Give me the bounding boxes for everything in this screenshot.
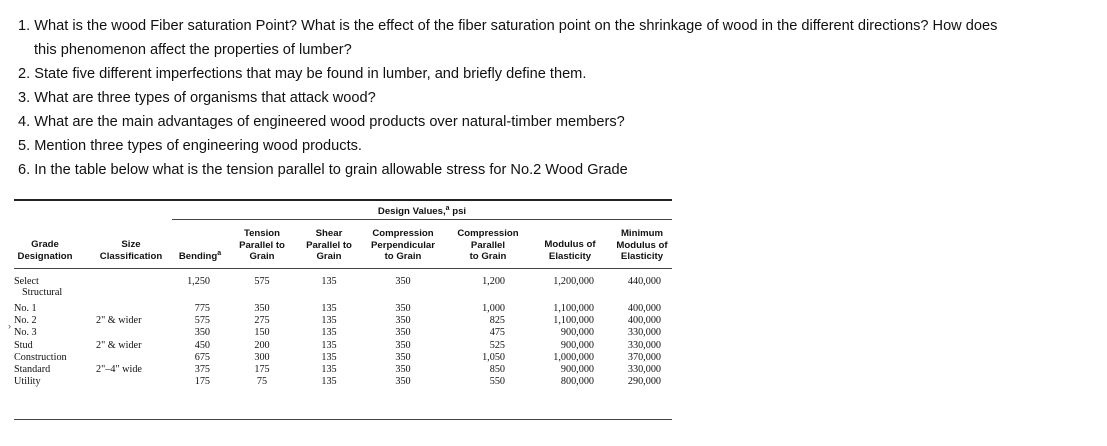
question-6: 6. In the table below what is the tension parallel to grain allowable stress for No.2 Wood Grade bbox=[18, 162, 628, 178]
header-min-modulus: Minimum Modulus of Elasticity bbox=[616, 228, 668, 262]
comp-par-cell: 1,050 bbox=[482, 351, 505, 363]
header-bottom-rule bbox=[14, 268, 672, 269]
comp-perp-cell: 350 bbox=[395, 364, 411, 375]
table-bottom-rule bbox=[14, 419, 672, 420]
comp-par-cell: 850 bbox=[489, 364, 505, 375]
grade-cell-continued: Structural bbox=[22, 287, 63, 298]
modulus-cell: 1,100,000 bbox=[553, 303, 594, 314]
tension-cell: 300 bbox=[254, 351, 270, 363]
comp-perp-cell: 350 bbox=[395, 276, 411, 287]
bending-cell: 175 bbox=[194, 376, 210, 388]
modulus-cell: 1,000,000 bbox=[553, 351, 594, 363]
tension-cell: 275 bbox=[254, 315, 270, 327]
modulus-cell: 800,000 bbox=[560, 376, 594, 388]
grade-cell: No. 1 bbox=[14, 303, 37, 314]
comp-par-cell: 550 bbox=[489, 376, 505, 388]
grade-cell: No. 2 bbox=[14, 315, 37, 327]
tension-cell: 75 bbox=[256, 376, 268, 388]
grade-cell: No. 3 bbox=[14, 327, 37, 339]
shear-cell: 135 bbox=[321, 339, 337, 351]
shear-cell: 135 bbox=[321, 276, 337, 287]
modulus-cell: 1,200,000 bbox=[553, 276, 594, 287]
comp-perp-cell: 350 bbox=[395, 376, 411, 388]
comp-par-cell: 1,200 bbox=[482, 276, 505, 287]
header-compression-parallel: Compression Parallel to Grain bbox=[457, 228, 519, 262]
min-modulus-cell: 330,000 bbox=[627, 339, 661, 351]
question-4: 4. What are the main advantages of engineered wood products over natural-timber members? bbox=[18, 114, 625, 130]
shear-cell: 135 bbox=[321, 376, 337, 388]
comp-perp-cell: 350 bbox=[395, 339, 411, 351]
min-modulus-cell: 400,000 bbox=[627, 315, 661, 327]
comp-par-cell: 525 bbox=[489, 339, 505, 351]
min-modulus-cell: 370,000 bbox=[627, 351, 661, 363]
shear-cell: 135 bbox=[321, 315, 337, 327]
shear-cell: 135 bbox=[321, 327, 337, 339]
bending-cell: 675 bbox=[194, 351, 210, 363]
header-grade: Grade Designation bbox=[17, 239, 73, 262]
bending-cell: 375 bbox=[194, 364, 210, 375]
question-2: 2. State five different imperfections that may be found in lumber, and briefly define them. bbox=[18, 66, 587, 82]
question-1-line-1: 1. What is the wood Fiber saturation Point? What is the effect of the fiber saturation point on the shrinkage of wood in the different directions? How does bbox=[18, 18, 998, 34]
question-1-line-2: this phenomenon affect the properties of lumber? bbox=[34, 42, 352, 58]
header-bending: Bending$^a$ bbox=[178, 249, 222, 262]
comp-par-cell: 475 bbox=[489, 327, 505, 339]
tension-cell: 175 bbox=[254, 364, 270, 375]
grade-cell: Select bbox=[14, 276, 39, 287]
comp-perp-cell: 350 bbox=[395, 327, 411, 339]
size-cell: 2"–4" wide bbox=[96, 364, 142, 375]
tension-cell: 350 bbox=[254, 303, 270, 314]
header-compression-perpendicular: Compression Perpendicular to Grain bbox=[371, 228, 435, 262]
shear-cell: 135 bbox=[321, 303, 337, 314]
modulus-cell: 900,000 bbox=[560, 339, 594, 351]
min-modulus-cell: 330,000 bbox=[627, 327, 661, 339]
bending-cell: 1,250 bbox=[187, 276, 210, 287]
shear-cell: 135 bbox=[321, 364, 337, 375]
header-shear: Shear Parallel to Grain bbox=[306, 228, 352, 262]
grade-cell: Construction bbox=[14, 351, 67, 363]
min-modulus-cell: 330,000 bbox=[627, 364, 661, 375]
bending-cell: 350 bbox=[194, 327, 210, 339]
grade-cell: Standard bbox=[14, 364, 51, 375]
question-list bbox=[18, 14, 1103, 182]
modulus-cell: 900,000 bbox=[560, 364, 594, 375]
grade-cell: Stud bbox=[14, 339, 33, 351]
grade-cell: Utility bbox=[14, 376, 41, 388]
min-modulus-cell: 400,000 bbox=[627, 303, 661, 314]
modulus-cell: 1,100,000 bbox=[553, 315, 594, 327]
modulus-cell: 900,000 bbox=[560, 327, 594, 339]
bending-cell: 775 bbox=[194, 303, 210, 314]
header-modulus: Modulus of Elasticity bbox=[544, 239, 596, 262]
comp-perp-cell: 350 bbox=[395, 351, 411, 363]
bending-cell: 575 bbox=[194, 315, 210, 327]
row-marker-icon: › bbox=[8, 321, 11, 331]
design-values-header: Design Values,$^a$ psi bbox=[377, 204, 467, 217]
bending-cell: 450 bbox=[194, 339, 210, 351]
header-tension: Tension Parallel to Grain bbox=[239, 228, 285, 262]
tension-cell: 575 bbox=[254, 276, 270, 287]
min-modulus-cell: 440,000 bbox=[627, 276, 661, 287]
header-size: Size Classification bbox=[99, 239, 163, 262]
super-header-rule bbox=[172, 219, 672, 220]
comp-par-cell: 825 bbox=[489, 315, 505, 327]
size-cell: 2" & wider bbox=[96, 315, 142, 327]
comp-perp-cell: 350 bbox=[395, 303, 411, 314]
tension-cell: 150 bbox=[254, 327, 270, 339]
comp-perp-cell: 350 bbox=[395, 315, 411, 327]
min-modulus-cell: 290,000 bbox=[627, 376, 661, 388]
question-3: 3. What are three types of organisms that attack wood? bbox=[18, 90, 376, 106]
size-cell: 2" & wider bbox=[96, 339, 142, 351]
table-top-rule bbox=[14, 199, 672, 201]
shear-cell: 135 bbox=[321, 351, 337, 363]
question-5: 5. Mention three types of engineering wood products. bbox=[18, 138, 362, 154]
tension-cell: 200 bbox=[254, 339, 270, 351]
comp-par-cell: 1,000 bbox=[482, 303, 505, 314]
